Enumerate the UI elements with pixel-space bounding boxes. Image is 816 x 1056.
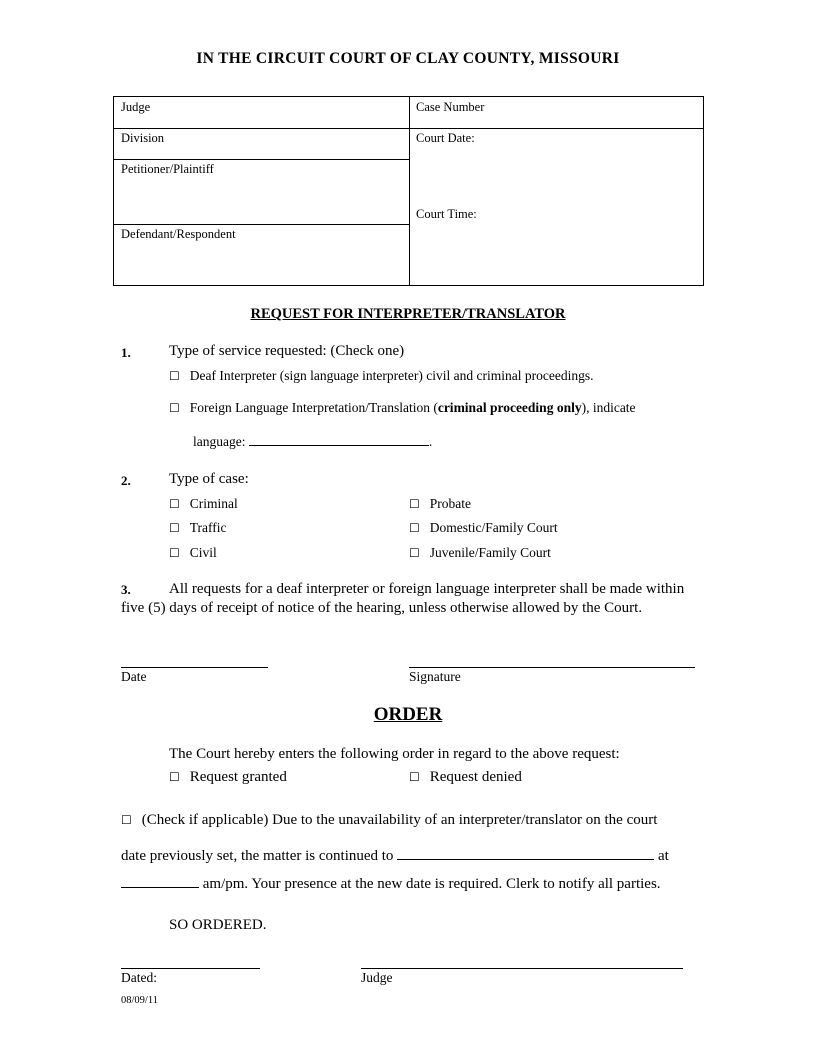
checkbox-icon[interactable]: ☐ [169,401,180,415]
caption-rule [114,128,703,129]
case-type-probate[interactable] [409,496,471,512]
order-title: ORDER [373,704,443,725]
case-number-field[interactable]: Case Number [416,100,485,114]
checkbox-icon[interactable]: ☐ [409,497,420,511]
section-2-number: 2. [121,473,131,488]
date-line[interactable] [121,667,268,668]
case-type-criminal[interactable] [169,496,238,512]
language-input[interactable] [249,431,429,446]
request-granted-option[interactable] [169,769,287,786]
so-ordered: SO ORDERED. [169,917,267,933]
court-title: IN THE CIRCUIT COURT OF CLAY COUNTY, MISSOURI [196,50,620,67]
foreign-language-label-post: ), indicate [581,400,636,415]
continuance-line-2 [121,845,669,865]
continuance-line-3 [121,873,661,893]
checkbox-icon[interactable]: ☐ [169,521,180,535]
continuance-line-2-pre: date previously set, the matter is continued to [121,848,394,864]
foreign-language-option[interactable] [169,400,636,416]
checkbox-icon[interactable]: ☐ [409,521,420,535]
deaf-interpreter-option[interactable] [169,368,593,384]
checkbox-icon[interactable]: ☐ [169,497,180,511]
checkbox-icon[interactable]: ☐ [169,369,180,383]
checkbox-icon[interactable]: ☐ [409,546,420,560]
court-date-field[interactable]: Court Date: [416,131,475,145]
case-type-juvenile[interactable] [409,545,551,561]
checkbox-icon[interactable]: ☐ [409,770,420,784]
case-type-label: Criminal [189,496,238,511]
foreign-language-label-pre: Foreign Language Interpretation/Translation ( [189,400,438,415]
signature-label: Signature [409,669,461,684]
section-2-heading: Type of case: [169,471,249,487]
caption-divider [409,97,410,285]
case-type-label: Probate [429,496,472,511]
judge-signature-line[interactable] [361,968,683,969]
continuance-line-2-post: at [657,848,669,864]
language-line [193,431,432,450]
language-end: . [428,434,433,449]
continuance-line-3-text: am/pm. Your presence at the new date is required. Clerk to notify all parties. [202,876,661,892]
request-denied-option[interactable] [409,769,522,786]
case-type-civil[interactable] [169,545,217,561]
defendant-field[interactable]: Defendant/Respondent [121,227,236,241]
continuance-option[interactable] [121,812,657,829]
form-revision-date: 08/09/11 [121,995,158,1006]
order-intro: The Court hereby enters the following order in regard to the above request: [169,746,620,762]
foreign-language-label-bold: criminal proceeding only [437,400,582,415]
request-title: REQUEST FOR INTERPRETER/TRANSLATOR [250,306,566,322]
checkbox-icon[interactable]: ☐ [169,770,180,784]
section-1-heading: Type of service requested: (Check one) [169,343,405,359]
section-3-number: 3. [121,582,131,597]
deaf-interpreter-label: Deaf Interpreter (sign language interpreter) civil and criminal proceedings. [189,368,594,383]
judge-field[interactable]: Judge [121,100,151,114]
case-type-label: Domestic/Family Court [429,520,558,535]
dated-line[interactable] [121,968,260,969]
judge-label: Judge [361,970,393,985]
caption-rule [114,159,409,160]
caption-rule [114,224,409,225]
case-caption-table [113,96,704,286]
checkbox-icon[interactable]: ☐ [121,813,132,827]
case-type-label: Civil [189,545,217,560]
checkbox-icon[interactable]: ☐ [169,546,180,560]
case-type-domestic[interactable] [409,520,558,536]
request-denied-label: Request denied [429,769,522,785]
case-type-label: Traffic [189,520,227,535]
section-3-text: All requests for a deaf interpreter or foreign language interpreter shall be made within five (5) days of receipt of notice of the hearing, unless otherwise allowed by the Court. [121,581,685,616]
continued-date-input[interactable] [397,845,654,860]
court-time-field[interactable]: Court Time: [416,207,477,221]
language-label: language: [193,434,246,449]
continuance-line-1: (Check if applicable) Due to the unavailability of an interpreter/translator on the court [141,812,658,828]
petitioner-field[interactable]: Petitioner/Plaintiff [121,162,214,176]
signature-line[interactable] [409,667,695,668]
division-field[interactable]: Division [121,131,165,145]
request-granted-label: Request granted [189,769,287,785]
case-type-label: Juvenile/Family Court [429,545,551,560]
date-label: Date [121,669,147,684]
case-type-traffic[interactable] [169,520,227,536]
dated-label: Dated: [121,970,157,985]
section-1-number: 1. [121,345,131,360]
continued-time-input[interactable] [121,873,199,888]
